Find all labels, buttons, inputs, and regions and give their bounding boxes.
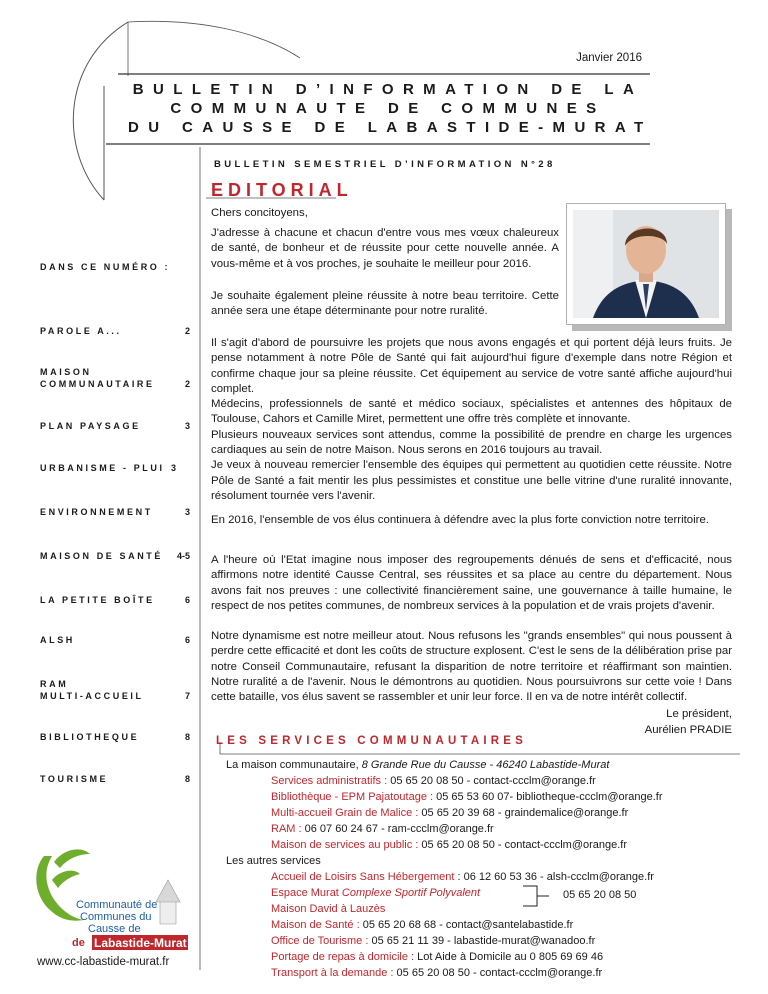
toc-item[interactable] (40, 462, 190, 474)
logo-name: Labastide-Murat (94, 936, 187, 950)
service-line (271, 901, 385, 917)
toc-item-label: URBANISME - PLUI (40, 463, 165, 473)
toc-item[interactable] (40, 731, 190, 743)
signature-name: Aurélien PRADIE (644, 724, 732, 736)
autres-services-label: Les autres services (226, 855, 321, 867)
service-value: Lot Aide à Domicile au 0 805 69 69 46 (414, 951, 604, 963)
service-value: 06 07 60 24 67 - ram-ccclm@orange.fr (301, 823, 494, 835)
service-label-italic: Complexe Sportif Polyvalent (341, 887, 481, 899)
toc-item-label: TOURISME (40, 774, 109, 784)
service-line (271, 869, 654, 885)
toc-item-page: 7 (184, 691, 190, 701)
service-label: RAM : (271, 823, 302, 835)
logo-line-1: Communauté de (76, 899, 158, 911)
shared-phone: 05 65 20 08 50 (563, 889, 637, 901)
service-line (271, 789, 663, 805)
service-value: 05 65 20 08 50 - contact-ccclm@orange.fr (393, 967, 603, 979)
service-label: Services administratifs : (271, 775, 388, 787)
service-label: Multi-accueil Grain de Malice : (271, 807, 419, 819)
toc-item-label: LA PETITE BOÎTE (40, 595, 155, 605)
bulletin-subtitle: BULLETIN SEMESTRIEL D’INFORMATION N°28 (214, 159, 556, 170)
toc-item-page: 2 (184, 379, 190, 389)
editorial-paragraph-3: Il s'agit d'abord de poursuivre les projets que nous avons engagés et qui portent déjà leurs fruits. Je pense notamment à notre Pôle de Santé qui fait aujourd'hui figure d'exemple dans notre Région et confirme chaque jour sa pleine réussite. Cet équipement au service de votre santé affiche aujourd'hui complet. Médecins, professionnels de santé et médico sociaux, spécialistes et antennes des hôpitaux de Toulouse, Cahors et Camille Miret, permettent une offre très complète et innovante. Plusieurs nouveaux services sont attendus, comme la possibilité de prendre en charge les urgences cardiaques au sein de notre Maison. Nous serons en 2016 toujours au travail. Je veux à nouveau remercier l'ensemble des équipes qui permettent au quotidien cette réussite. Notre Pôle de Santé a fait mentir les plus pessimistes et constitue une belle vitrine d'une ruralité innovante, résolument tournée vers l'avenir. (211, 337, 732, 502)
toc-item-label: PLAN PAYSAGE (40, 421, 141, 431)
editorial-paragraph-4: En 2016, l'ensemble de vos élus continuera à défendre avec la plus forte conviction notre territoire. (211, 514, 709, 526)
portrait-illustration (573, 210, 719, 318)
service-label: Portage de repas à domicile : (271, 951, 415, 963)
service-value: 05 65 20 39 68 - graindemalice@orange.fr (418, 807, 629, 819)
editorial-paragraph-5: A l'heure où l'Etat imagine nous imposer des regroupements dénués de sens et d'efficacité, nous affirmons notre identité Causse Central, ses réussites et sa place au centre du département. Nous avons fait nos preuves : une collectivité financièrement saine, une gouvernance à taille humaine, le respect de nos petites communes, de nombreux services à la population et de vrais projets d'avenir. (211, 554, 732, 612)
toc-item[interactable] (40, 594, 190, 606)
title-line-3: DU CAUSSE DE LABASTIDE-MURAT (128, 119, 653, 136)
toc-item-page: 8 (184, 774, 190, 784)
website-url[interactable]: www.cc-labastide-murat.fr (37, 956, 170, 968)
bulletin-title (128, 80, 653, 137)
logo-prefix: de (72, 937, 85, 949)
service-label: Espace Murat (271, 887, 342, 899)
toc-item-page: 3 (170, 463, 176, 473)
toc-item-label: PAROLE A... (40, 326, 122, 336)
service-label: Bibliothèque - EPM Pajatoutage : (271, 791, 434, 803)
editorial-paragraph-6: Notre dynamisme est notre meilleur atout. Nous refusons les "grands ensembles" qui nous poussent à perdre cette efficacité et dont les coûts de structure explosent. C'est le sens de la délibération prise par notre Conseil Communautaire, refusant la disparition de notre territoire et réaffirmant son maintien. Notre ruralité a de l'avenir. Nous le démontrons au quotidien. Nous poursuivrons sur cette voie ! Dans cette bataille, vos élus savent se rassembler et unir leur force. Il en va de notre intérêt collectif. (211, 630, 732, 704)
editorial-paragraph-2: Je souhaite également pleine réussite à notre beau territoire. Cette année sera une étape déterminante pour notre ruralité. (211, 290, 559, 318)
logo-line-3: Causse de (88, 923, 141, 935)
toc-item-label: ALSH (40, 635, 75, 645)
service-label: Transport à la demande : (271, 967, 394, 979)
logo-graphic (30, 840, 190, 952)
toc-item-page: 4-5 (176, 551, 190, 561)
toc-item-page: 3 (184, 421, 190, 431)
title-line-1: BULLETIN D’INFORMATION DE LA (132, 81, 644, 98)
issue-date: Janvier 2016 (576, 52, 642, 64)
toc-item[interactable] (40, 550, 190, 562)
service-label: Office de Tourisme : (271, 935, 369, 947)
service-line (271, 949, 603, 965)
logo-line-2: Communes du (80, 911, 152, 923)
editorial-greeting: Chers concitoyens, (211, 207, 308, 219)
editorial-paragraph-1: J'adresse à chacune et chacun d'entre vous mes vœux chaleureux de santé, de bonheur et de réussite pour cette nouvelle année. A vous-même et à vos proches, je souhaite le meilleur pour 2016. (211, 227, 559, 270)
services-heading: LES SERVICES COMMUNAUTAIRES (216, 735, 528, 747)
toc-item-label: ENVIRONNEMENT (40, 507, 153, 517)
toc-item-label: MAISON DE SANTÉ (40, 551, 164, 561)
editorial-heading: EDITORIAL (211, 180, 353, 200)
service-label: Maison de Santé : (271, 919, 360, 931)
toc-item-page: 6 (184, 595, 190, 605)
service-value: 05 65 20 08 50 - contact-ccclm@orange.fr (418, 839, 628, 851)
toc-item[interactable] (40, 634, 190, 646)
signature-title: Le président, (666, 708, 732, 720)
toc-item-page: 8 (184, 732, 190, 742)
maison-communautaire-line (226, 757, 609, 773)
service-line (271, 837, 627, 853)
toc-item[interactable] (40, 325, 190, 337)
toc-item-label: BIBLIOTHEQUE (40, 732, 140, 742)
toc-item-label: RAM MULTI-ACCUEIL (40, 679, 144, 701)
toc-item[interactable] (40, 773, 190, 785)
bracket-shape (521, 884, 561, 914)
president-photo (566, 203, 726, 325)
service-line (271, 885, 480, 901)
service-line (271, 805, 628, 821)
toc-item-page: 6 (184, 635, 190, 645)
toc-item[interactable] (40, 678, 190, 702)
maison-label: La maison communautaire, (226, 759, 359, 771)
service-value: 05 65 20 08 50 - contact-ccclm@orange.fr (387, 775, 596, 787)
service-line (271, 917, 573, 933)
service-line (271, 773, 596, 789)
toc-item[interactable] (40, 366, 190, 390)
toc-item-label: MAISON COMMUNAUTAIRE (40, 367, 155, 389)
service-value: 05 65 53 60 07- bibliotheque-ccclm@orange.fr (433, 791, 663, 803)
service-label: Maison de services au public : (271, 839, 419, 851)
service-line (271, 933, 595, 949)
signature (580, 706, 732, 738)
toc-item-page: 2 (184, 326, 190, 336)
toc-heading: DANS CE NUMÉRO : (40, 262, 171, 272)
service-value: 05 65 21 11 39 - labastide-murat@wanadoo.fr (368, 935, 596, 947)
service-label: Maison David à Lauzès (271, 903, 386, 915)
service-label: Accueil de Loisirs Sans Hébergement (271, 871, 458, 883)
toc-item[interactable] (40, 506, 190, 518)
service-value: 05 65 20 68 68 - contact@santelabastide.fr (359, 919, 574, 931)
service-line (271, 821, 494, 837)
toc-item-page: 3 (184, 507, 190, 517)
community-logo (30, 840, 190, 952)
service-value: : 06 12 60 53 36 - alsh-ccclm@orange.fr (457, 871, 654, 883)
toc-item[interactable] (40, 420, 190, 432)
service-line (271, 965, 602, 981)
maison-address: 8 Grande Rue du Causse - 46240 Labastide-Murat (361, 759, 610, 771)
title-line-2: COMMUNAUTE DE COMMUNES (170, 100, 606, 117)
